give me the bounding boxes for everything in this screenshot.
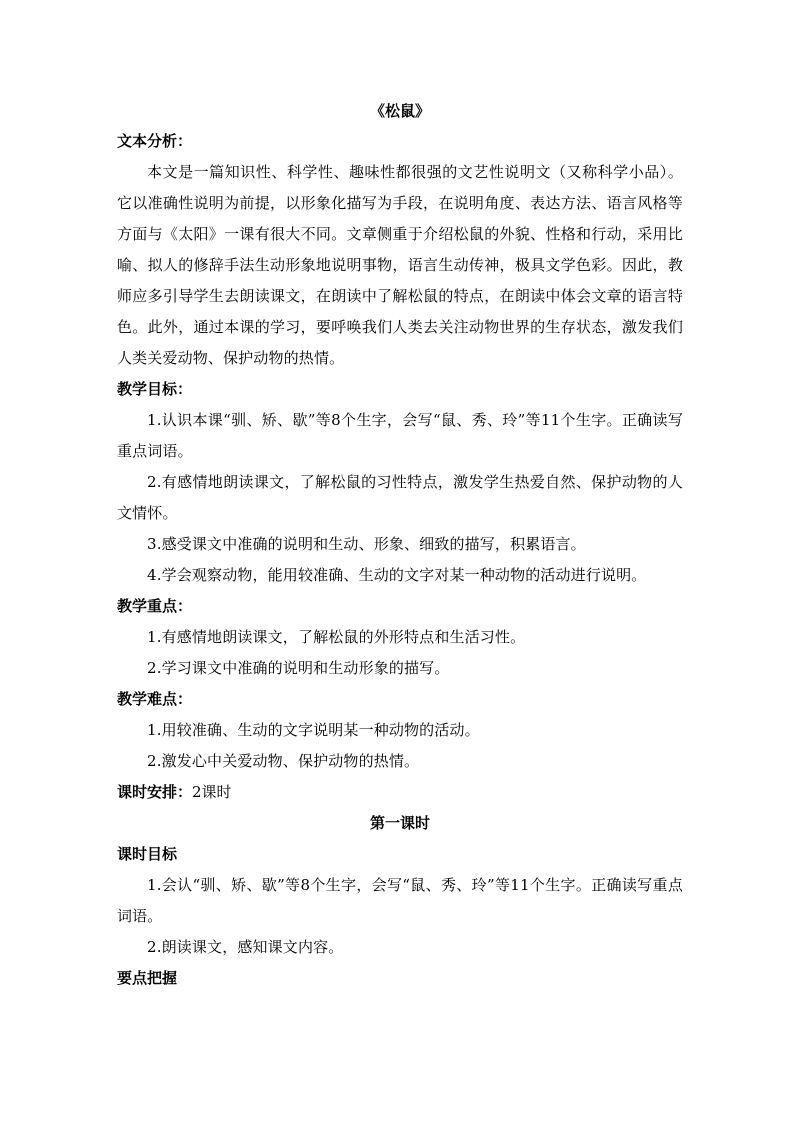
text-analysis-heading: 文本分析： xyxy=(117,132,193,150)
difficulty-item: 2.激发心中关爱动物、保护动物的热情。 xyxy=(147,752,420,770)
teaching-goal-item: 1.认识本课“驯、矫、歇”等8个生字，会写“鼠、秀、玲”等11个生字。正确读写重点词语。 xyxy=(117,411,683,460)
text-analysis-body: 本文是一篇知识性、科学性、趣味性都很强的文艺性说明文（又称科学小品）。它以准确性说明为前提，以形象化描写为手段，在说明角度、表达方法、语言风格等方面与《太阳》一课有很大不同。文章侧重于介绍松鼠的外貌、性格和行动，采用比喻、拟人的修辞手法生动形象地说明事物，语言生动传神，极具文学色彩。因此，教师应多引导学生去朗读课文，在朗读中了解松鼠的特点，在朗读中体会文章的语言特色。此外，通过本课的学习，要呼唤我们人类去关注动物世界的生存状态，激发我们人类关爱动物、保护动物的热情。 xyxy=(117,163,683,367)
schedule-line xyxy=(117,777,683,808)
lesson-goals-heading: 课时目标 xyxy=(117,845,178,863)
lesson-goal-item: 2.朗读课文，感知课文内容。 xyxy=(147,938,344,956)
document-page xyxy=(117,96,683,994)
schedule-label: 课时安排： xyxy=(117,783,193,801)
schedule-value: 2课时 xyxy=(192,783,232,801)
difficulty-item: 1.用较准确、生动的文字说明某一种动物的活动。 xyxy=(147,721,480,739)
key-points-heading: 教学重点： xyxy=(117,597,193,615)
teaching-goal-item: 3.感受课文中准确的说明和生动、形象、细致的描写，积累语言。 xyxy=(147,535,586,553)
lesson-goal-item: 1.会认“驯、矫、歇”等8个生字，会写“鼠、秀、玲”等11个生字。正确读写重点词语。 xyxy=(117,876,683,925)
document-title: 《松鼠》 xyxy=(369,102,430,120)
lesson-one-title: 第一课时 xyxy=(369,814,430,832)
key-grasp-heading: 要点把握 xyxy=(117,969,178,987)
key-point-item: 1.有感情地朗读课文，了解松鼠的外形特点和生活习性。 xyxy=(147,628,526,646)
key-point-item: 2.学习课文中准确的说明和生动形象的描写。 xyxy=(147,659,450,677)
difficulties-heading: 教学难点： xyxy=(117,690,193,708)
teaching-goals-heading: 教学目标： xyxy=(117,380,193,398)
teaching-goal-item: 2.有感情地朗读课文，了解松鼠的习性特点，激发学生热爱自然、保护动物的人文情怀。 xyxy=(117,473,683,522)
teaching-goal-item: 4.学会观察动物，能用较准确、生动的文字对某一种动物的活动进行说明。 xyxy=(147,566,647,584)
